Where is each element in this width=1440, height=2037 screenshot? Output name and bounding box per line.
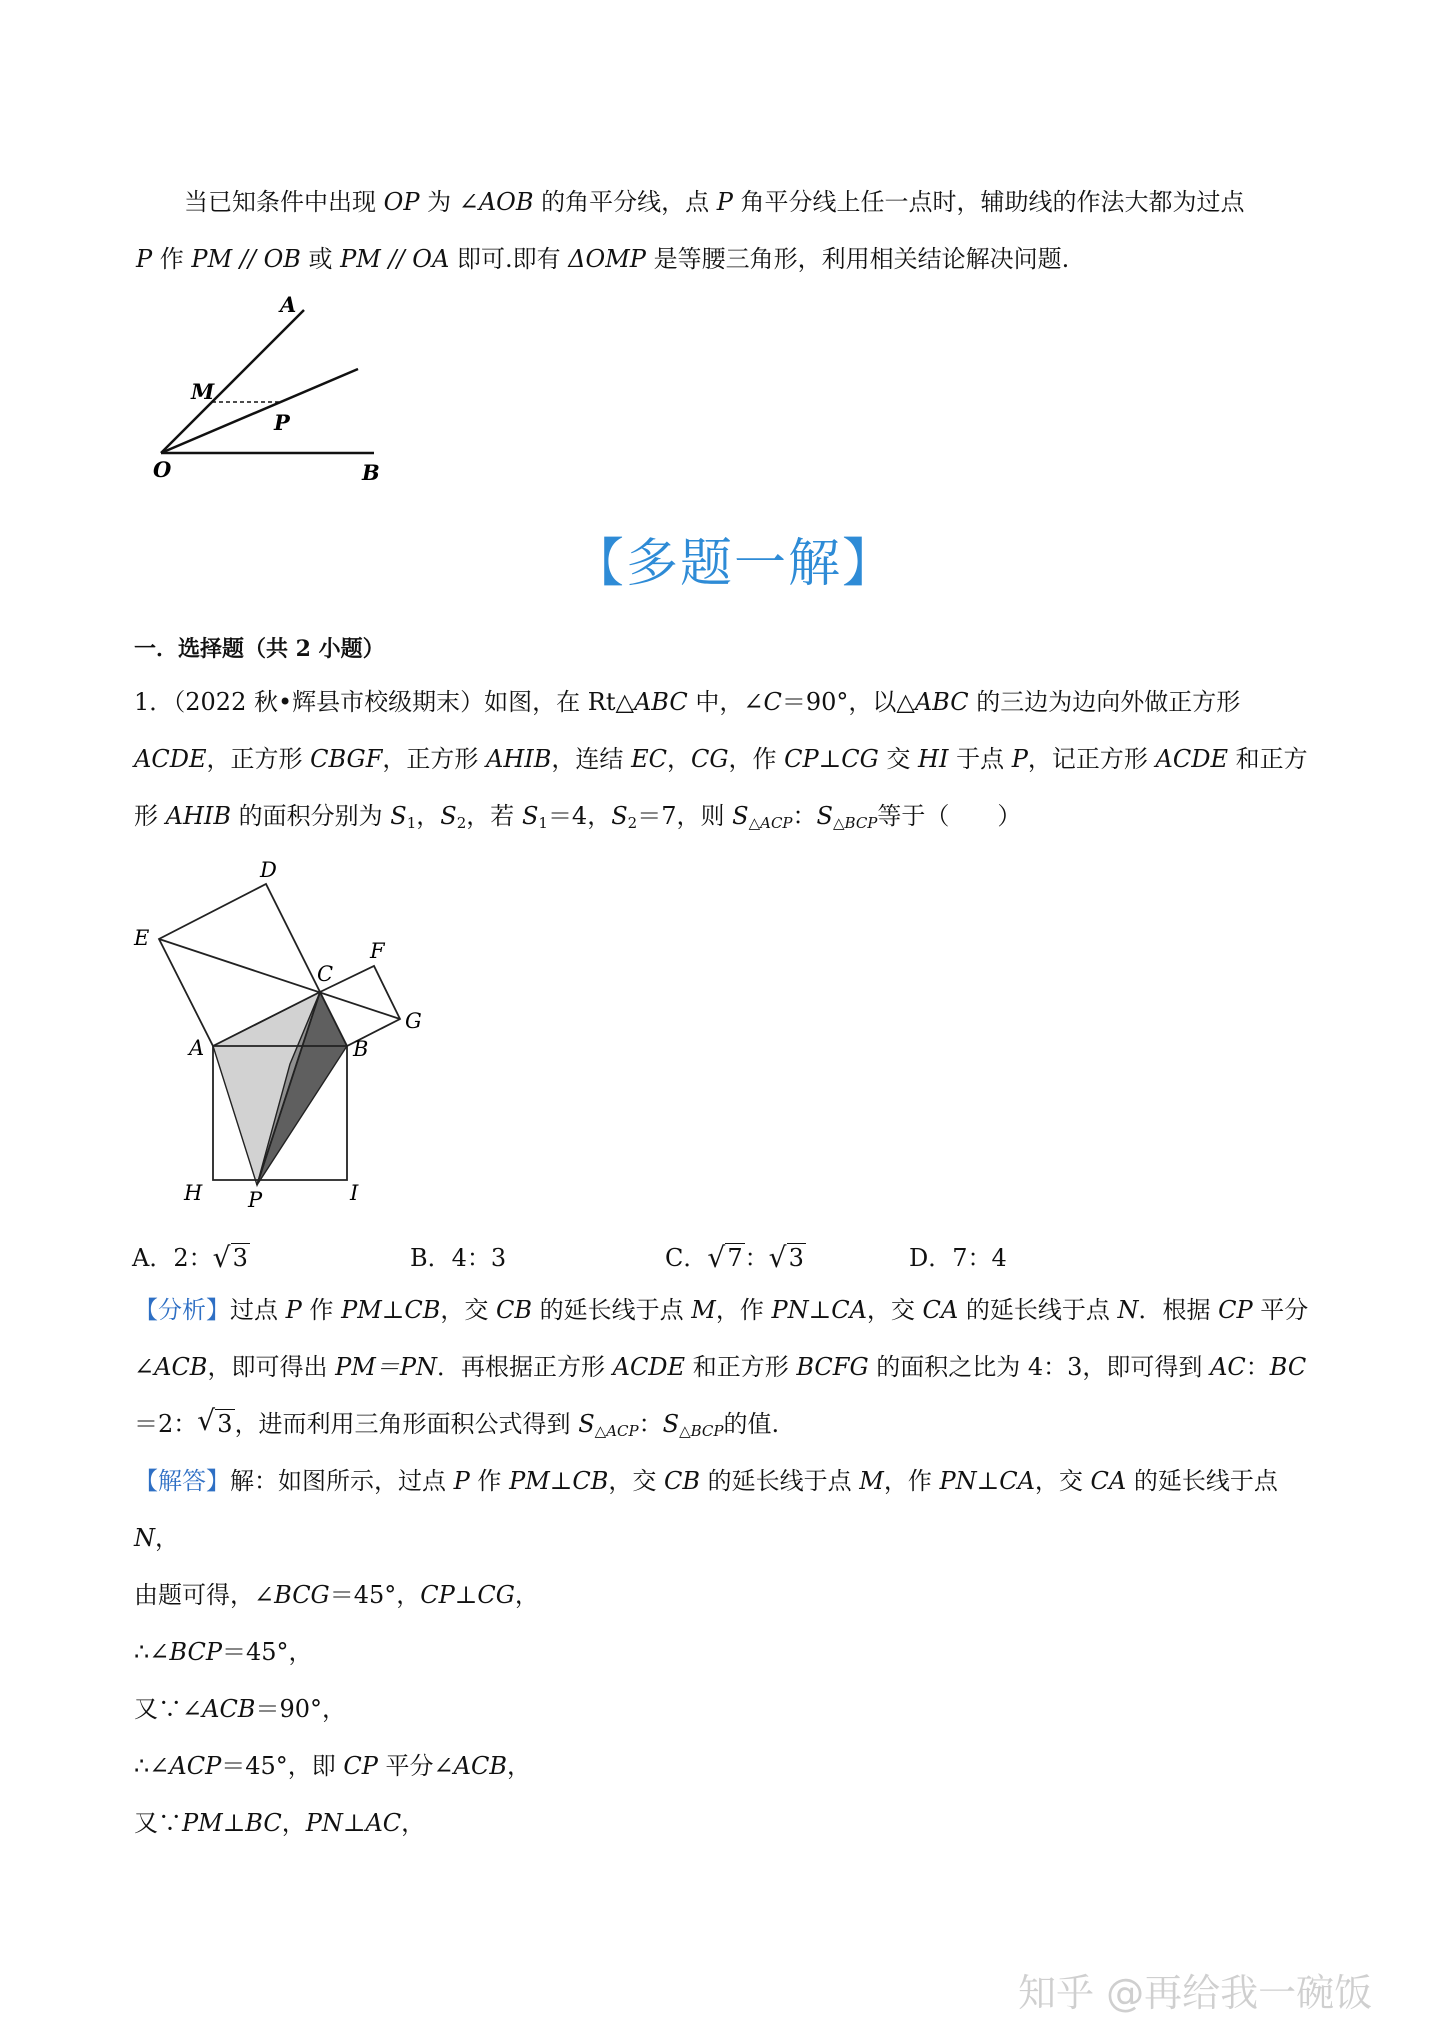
label-c: C (317, 962, 334, 986)
label-a: A (189, 1036, 205, 1060)
solution-line-2: N， (134, 1524, 179, 1552)
q1-line-2: ACDE，正方形 CBGF，正方形 AHIB，连结 EC，CG，作 CP⊥CG 交 HI 于点 P，记正方形 ACDE 和正方 (134, 745, 1308, 773)
analysis-line-3: ＝2：√ 3，进而利用三角形面积公式得到 $S_{\triangle ACP}$：$S_{\triangle BCP}$的值. (134, 1408, 779, 1447)
label-b: B (353, 1037, 369, 1061)
segment-eg (159, 939, 400, 1019)
solution-line-6: ∴∠ACP＝45°，即 CP 平分∠ACB， (134, 1752, 532, 1780)
analysis-tag: 【分析】 (134, 1296, 230, 1324)
choice-a: A．2：√ 3 (132, 1238, 250, 1273)
label-g: G (405, 1009, 422, 1033)
angle-bisector-figure (140, 285, 400, 500)
sqrt-symbol: √ 3 (769, 1244, 806, 1272)
sqrt-symbol: √ 7 (707, 1244, 744, 1272)
q1-line-1: 1．（2022 秋•辉县市校级期末）如图，在 Rt△ABC 中，∠C＝90°，以△ABC 的三边为边向外做正方形 (134, 688, 1241, 716)
label-p: P (274, 410, 290, 435)
intro-line-2: P 作 PM // OB 或 PM // OA 即可.即有 ΔOMP 是等腰三角形，利用相关结论解决问题. (136, 245, 1070, 273)
solution-line-1: 【解答】解：如图所示，过点 P 作 PM⊥CB，交 CB 的延长线于点 M，作 PN⊥CA，交 CA 的延长线于点 (134, 1467, 1278, 1495)
label-b: B (362, 460, 380, 485)
solution-line-7: 又∵PM⊥BC，PN⊥AC， (134, 1809, 426, 1837)
analysis-line-1: 【分析】过点 P 作 PM⊥CB，交 CB 的延长线于点 M，作 PN⊥CA，交 CA 的延长线于点 N．根据 CP 平分 (134, 1296, 1309, 1324)
choice-c: C．√ 7：√ 3 (665, 1238, 806, 1273)
label-o: O (153, 457, 172, 482)
solution-line-3: 由题可得，∠BCG＝45°，CP⊥CG， (134, 1581, 539, 1609)
section-title: 一．选择题（共 2 小题） (134, 636, 385, 662)
label-f: F (370, 939, 385, 963)
label-m: M (191, 379, 215, 404)
solution-tag: 【解答】 (134, 1467, 230, 1495)
solution-line-5: 又∵∠ACB＝90°， (134, 1695, 346, 1723)
banner-title: 【多题一解】 (572, 534, 897, 594)
sqrt-symbol: √ 3 (197, 1408, 234, 1440)
q1-line-3: 形 AHIB 的面积分别为 $S_1$，$S_2$，若 $S_1=4$，$S_2=7$，则 $S_{\triangle ACP}$：$S_{\triangle BCP}$等于（ ） (134, 802, 1022, 832)
intro-line-1: 当已知条件中出现 OP 为 ∠AOB 的角平分线，点 P 角平分线上任一点时，辅助线的作法大都为过点 (184, 188, 1245, 216)
label-i: I (350, 1181, 359, 1205)
choice-b: B．4：3 (410, 1244, 507, 1272)
sqrt-symbol: √ 3 (213, 1244, 250, 1272)
watermark: 知乎 @再给我一碗饭 (1018, 1971, 1373, 2015)
label-d: D (260, 858, 277, 882)
squares-figure (126, 855, 442, 1215)
label-p: P (248, 1188, 263, 1212)
analysis-line-2: ∠ACB，即可得出 PM＝PN．再根据正方形 ACDE 和正方形 BCFG 的面积之比为 4：3，即可得到 AC：BC (134, 1353, 1307, 1381)
choice-d: D．7：4 (909, 1244, 1007, 1272)
label-e: E (134, 926, 150, 950)
label-a: A (280, 292, 297, 317)
solution-line-4: ∴∠BCP＝45°， (134, 1638, 313, 1666)
label-h: H (184, 1181, 203, 1205)
